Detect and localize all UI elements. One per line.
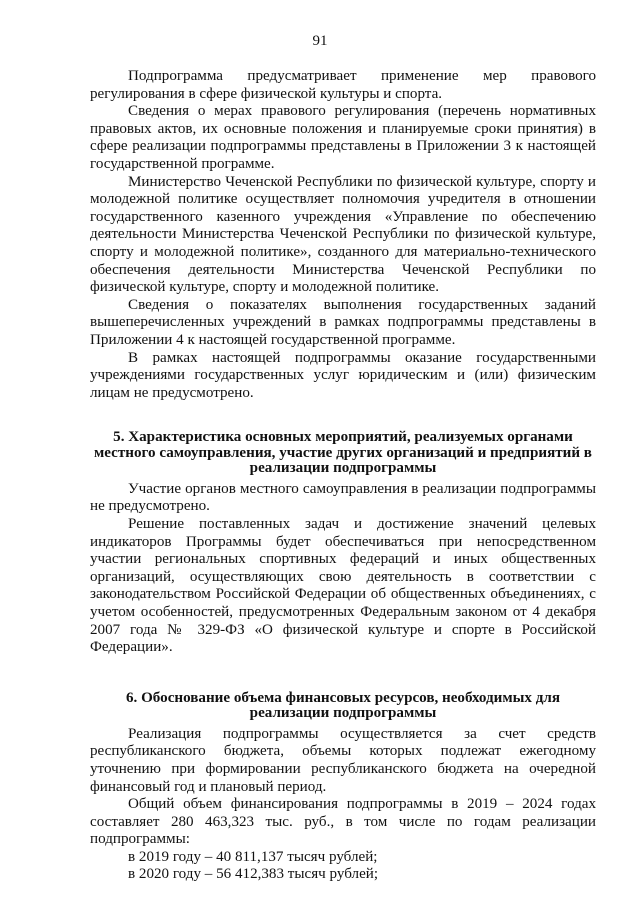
page-number: 91 bbox=[312, 33, 328, 49]
section-paragraph: Реализация подпрограммы осуществляется за счет средств республиканского бюджета, объемы которых подлежат ежегодному уточнению при формировании республиканского бюджета на очередной финансовый год и плановый период. bbox=[90, 725, 596, 795]
section-heading-line: 5. Характеристика основных мероприятий, реализуемых органами bbox=[113, 429, 573, 446]
section-paragraph: Участие органов местного самоуправления в реализации подпрограммы не предусмотрено. bbox=[90, 480, 596, 515]
section-6-heading bbox=[90, 691, 596, 722]
section-6-body bbox=[90, 726, 596, 884]
section-paragraph: Решение поставленных задач и достижение значений целевых индикаторов Программы будет обеспечиваться при непосредственном участии региональных спортивных федераций и иных общественных организаций, осуществляющих свою деятельность в соответствии с законодательством Российской Федерации об общественных объединениях, с учетом особенностей, предусмотренных Федеральным законом от 4 декабря 2007 года № 329-ФЗ «О физической культуре и спорте в Российской Федерации». bbox=[90, 515, 596, 656]
section-heading-line: 6. Обоснование объема финансовых ресурсов, необходимых для bbox=[125, 689, 561, 706]
funding-year-line: в 2019 году – 40 811,137 тысяч рублей; bbox=[128, 848, 378, 865]
funding-year-line: в 2020 году – 56 412,383 тысяч рублей; bbox=[128, 866, 379, 883]
intro-paragraph: Подпрограмма предусматривает применение мер правового регулирования в сфере физической культуры и спорта. bbox=[90, 68, 596, 102]
section-5-body bbox=[90, 481, 596, 657]
intro-paragraph: Сведения о мерах правового регулирования (перечень нормативных правовых актов, их основные положения и планируемые сроки принятия) в сфере реализации подпрограммы представлены в Приложении 3 к настоящей государственной программе. bbox=[90, 103, 596, 172]
section-heading-line: реализации подпрограммы bbox=[249, 460, 437, 477]
section-heading-line: реализации подпрограммы bbox=[249, 705, 437, 722]
intro-paragraph: Сведения о показателях выполнения государственных заданий вышеперечисленных учреждений в рамках подпрограммы представлены в Приложении 4 к настоящей государственной программе. bbox=[90, 296, 596, 348]
section-heading-line: местного самоуправления, участие других организаций и предприятий в bbox=[94, 444, 592, 461]
intro-paragraph: В рамках настоящей подпрограммы оказание государственными учреждениями государственных услуг юридическим и (или) физическим лицам не предусмотрено. bbox=[90, 349, 596, 401]
intro-paragraph: Министерство Чеченской Республики по физической культуре, спорту и молодежной политике осуществляет полномочия учредителя в отношении государственного казенного учреждения «Управление по обеспечению деятельности Министерства Чеченской Республики по физической культуре, спорту и молодежной политике», созданного для материально-технического обеспечения деятельности Министерства Чеченской Республики по физической культуре, спорту и молодежной политике. bbox=[90, 173, 596, 296]
section-5-heading bbox=[90, 430, 596, 477]
section-paragraph: Общий объем финансирования подпрограммы в 2019 – 2024 годах составляет 280 463,323 тыс. руб., в том числе по годам реализации подпрограммы: bbox=[90, 796, 596, 848]
document-body bbox=[90, 68, 596, 884]
